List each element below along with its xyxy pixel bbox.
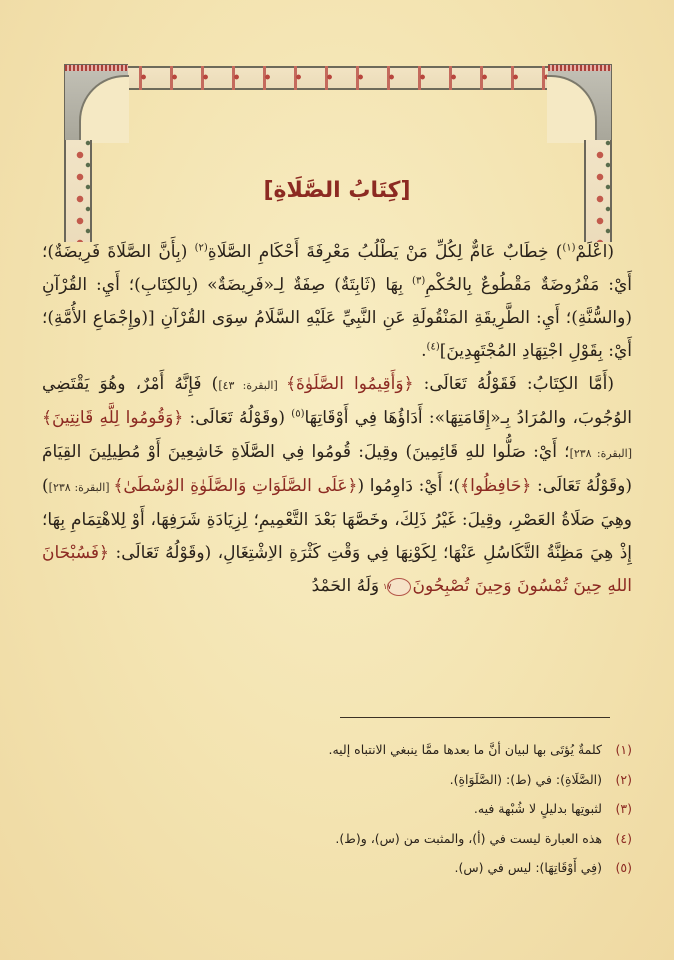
footnote-text: (الصَّلَاةِ): في (ط): (الصَّلَوَاةِ). (449, 771, 602, 787)
footnote-number: (١) (615, 742, 632, 757)
footnote-text: لثبوتِها بدليلٍ لا شُبْهة فيه. (473, 801, 602, 816)
text-segment: (أَمَّا الكِتَابُ: فَقَوْلُهُ تَعَالَى: (413, 374, 614, 394)
footnote-1 (42, 735, 632, 765)
text-segment: ) فَإِنَّهُ أَمْرٌ، وهُوَ يَقْتَضِي الوُجُوبَ، والمُرَادُ بِـ«إِقَامَتِهَا»: أَدَاؤُهَا فِي أَوْقَاتِهَا (42, 374, 632, 428)
frame-arch-left (79, 75, 129, 143)
footnote-ref-3[interactable]: (٣) (412, 275, 426, 287)
text-segment: (وقَوْلُهُ تَعَالَى: (183, 408, 292, 428)
footnote-separator (340, 717, 610, 718)
text-segment: ) وهِيَ صَلَاةُ العَصْرِ، وقِيلَ: غَيْرُ ذَلِكَ، وخَصَّهَا بَعْدَ التَّعْمِيمِ؛ لِزِيَادَةِ شَرَفِهَا، أَوْ لِلاهْتِمَامِ بِهَا؛ إِذْ هِيَ مَظِنَّةُ التَّكَاسُلِ عَنْهَا؛ لِكَوْنِهَا فِي وَقْتِ كَثْرَةِ الاِشْتِغَالِ، (وقَوْلُهُ تَعَالَى: (42, 476, 632, 563)
quran-verse: ﴿وَأَقِيمُوا الصَّلَوٰةَ﴾ (286, 374, 414, 394)
footnote-number: (٥) (615, 860, 632, 875)
footnotes (42, 735, 632, 883)
footnote-4 (42, 824, 632, 854)
verse-reference: [البقرة: ٢٣٨] (48, 481, 114, 494)
footnote-number: (٤) (615, 830, 632, 846)
text-segment: . (421, 341, 427, 361)
footnote-5 (42, 853, 632, 883)
paragraph-1 (42, 236, 632, 368)
footnote-text: كلمةٌ يُؤتَى بها لبيان أنَّ ما بعدها ممَّا ينبغي الانتباه إليه. (328, 742, 602, 757)
ayah-number-marker-icon: ١٧ (387, 578, 411, 596)
footnote-text: (فِي أَوْقَاتِهَا): ليس في (س). (454, 860, 602, 875)
verse-reference: [البقرة: ٢٣٨] (569, 447, 633, 460)
frame-arch-right (547, 75, 597, 143)
verse-reference: [البقرة: ٤٣] (218, 379, 286, 392)
footnote-ref-4[interactable]: (٤) (426, 341, 440, 353)
text-segment: وَلَهُ الحَمْدُ (311, 576, 385, 596)
footnote-number: (٢) (615, 771, 632, 787)
frame-floral-pattern (128, 72, 548, 82)
quran-verse: ﴿وَقُومُوا لِلَّهِ قَانِتِينَ﴾ (42, 408, 184, 428)
main-text (42, 236, 632, 603)
chapter-title: [كِتَابُ الصَّلَاةِ] (263, 178, 411, 203)
quran-verse: ﴿فَسُبْحَانَ اللهِ حِينَ تُمْسُونَ وَحِينَ تُصْبِحُونَ (42, 543, 632, 596)
footnote-2 (42, 765, 632, 795)
footnote-ref-5[interactable]: (٥) (291, 408, 305, 420)
footnote-text: هذه العبارة ليست في (أ)، والمثبت من (س)، و(ط). (335, 830, 602, 846)
paragraph-2 (42, 368, 632, 603)
text-segment: (بِأَنَّ الصَّلَاةَ فَرِيضَةٌ)؛ أَيْ: مَفْرُوضَةٌ مَقْطُوعٌ بِالحُكْمِ (42, 242, 632, 295)
quran-verse: ﴿حَافِظُوا﴾ (460, 476, 532, 496)
ornamental-frame (64, 64, 612, 242)
footnote-ref-2[interactable]: (٢) (194, 242, 208, 254)
text-segment: )؛ أَيْ: دَاوِمُوا ( (357, 476, 461, 496)
footnote-number: (٣) (615, 801, 632, 816)
frame-corner-right (548, 64, 612, 142)
footnote-ref-1[interactable]: (١) (562, 242, 576, 254)
frame-corner-left (64, 64, 128, 142)
text-segment: ) خِطَابٌ عَامٌّ لِكُلِّ مَنْ يَطْلُبُ مَعْرِفَةَ أَحْكَامِ الصَّلَاةِ (207, 242, 563, 262)
text-segment: بِهَا (ثَابِتَةٌ) صِفَةٌ لِـ«فَرِيضَةٌ» (بِالكِتَابِ)؛ أَيِ: القُرْآنِ (والسُّنَّةِ)؛ أَيِ: الطَّرِيقَةِ المَنْقُولَةِ عَنِ النَّبِيِّ عَلَيْهِ السَّلَامُ سِوَى القُرْآنِ [(وإِجْمَاعِ الأُمَّةِ)؛ أَيْ: بِقَوْلِ اجْتِهَادِ المُجْتَهِدِينَ] (42, 275, 632, 361)
text-segment: ؛ أَيْ: صَلُّوا للهِ قَائِمِينَ) وقِيلَ: قُومُوا فِي الصَّلَاةِ خَاشِعِينَ أَوْ مُطِيلِينَ القِيَامَ (وقَوْلُهُ تَعَالَى: (42, 442, 632, 496)
quran-verse: ﴿عَلَى الصَّلَوَاتِ وَالصَّلَوٰةِ الوُسْطَىٰ﴾ (113, 476, 358, 496)
text-segment: (اعْلَمْ (575, 242, 614, 262)
footnote-3 (42, 794, 632, 824)
